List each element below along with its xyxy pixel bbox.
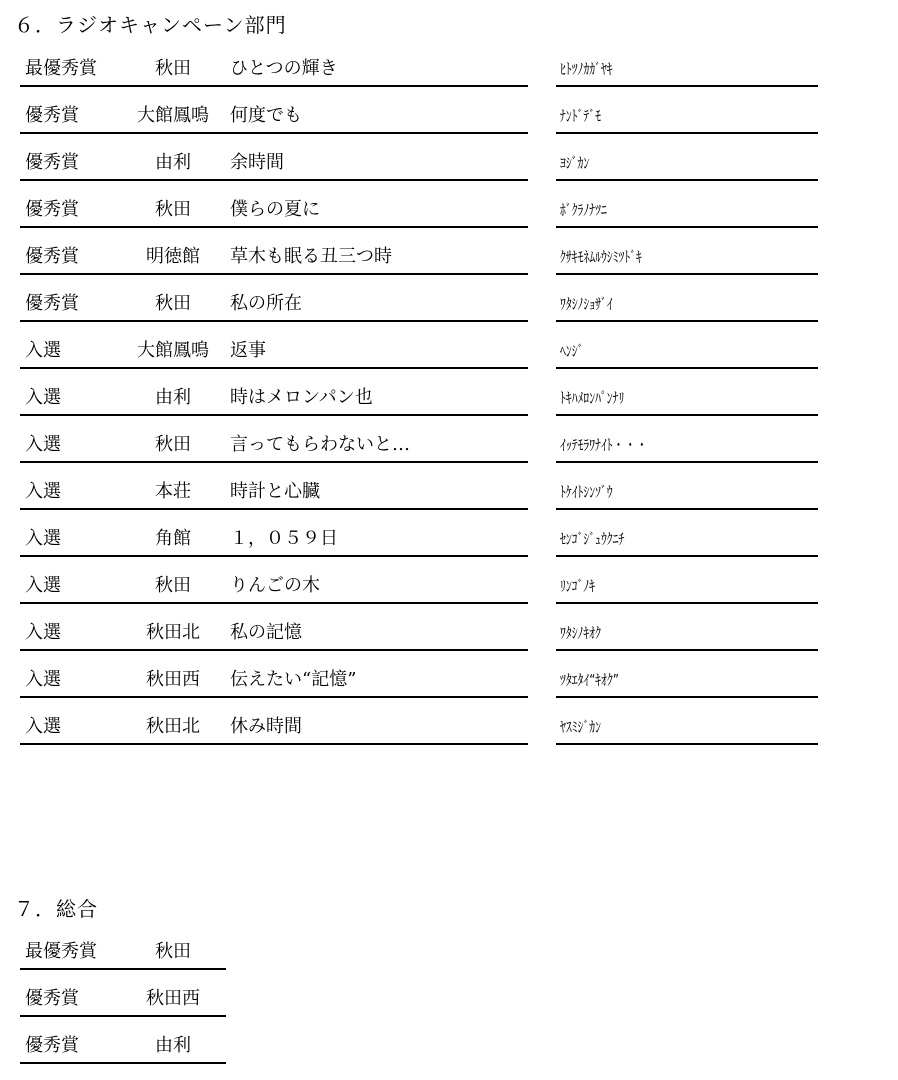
entry-reading: ﾂﾀｴﾀｲ“ｷｵｸ” <box>560 671 619 689</box>
entry-title: 返事 <box>230 340 266 361</box>
underline-left <box>20 85 528 87</box>
award-label: 入選 <box>25 669 61 690</box>
entry-title: 時計と心臓 <box>230 481 320 502</box>
entry-reading: ﾍﾝｼﾞ <box>560 342 584 360</box>
school-name: 秋田北 <box>146 622 200 643</box>
underline-left <box>20 508 528 510</box>
award-label: 優秀賞 <box>25 988 79 1009</box>
school-name: 由利 <box>155 387 191 408</box>
result-row <box>0 198 898 228</box>
underline-left <box>20 367 528 369</box>
entry-title: 僕らの夏に <box>230 199 320 220</box>
award-label: 入選 <box>25 481 61 502</box>
section-7-heading: ７．総合 <box>14 897 98 921</box>
entry-reading: ﾋﾄﾂﾉｶｶﾞﾔｷ <box>560 60 613 78</box>
school-name: 角館 <box>155 528 191 549</box>
school-name: 秋田 <box>155 941 191 962</box>
entry-reading: ﾄｷﾊﾒﾛﾝﾊﾟﾝﾅﾘ <box>560 389 625 407</box>
entry-reading: ﾖｼﾞｶﾝ <box>560 154 590 172</box>
underline-right <box>556 602 818 604</box>
entry-title: 伝えたい“記憶” <box>230 669 357 690</box>
entry-title: 余時間 <box>230 152 284 173</box>
underline-right <box>556 696 818 698</box>
underline-right <box>556 273 818 275</box>
school-name: 秋田 <box>155 293 191 314</box>
award-label: 入選 <box>25 434 61 455</box>
school-name: 秋田 <box>155 434 191 455</box>
result-row <box>0 151 898 181</box>
underline <box>20 968 226 970</box>
underline-right <box>556 555 818 557</box>
school-name: 秋田西 <box>146 988 200 1009</box>
award-label: 入選 <box>25 575 61 596</box>
result-row <box>0 386 898 416</box>
entry-reading: ﾜﾀｼﾉｷｵｸ <box>560 624 601 642</box>
entry-title: 休み時間 <box>230 716 302 737</box>
result-row <box>0 104 898 134</box>
school-name: 由利 <box>155 1035 191 1056</box>
underline-right <box>556 226 818 228</box>
entry-title: 私の記憶 <box>230 622 302 643</box>
award-label: 入選 <box>25 387 61 408</box>
award-label: 優秀賞 <box>25 152 79 173</box>
result-row <box>0 480 898 510</box>
underline-right <box>556 649 818 651</box>
underline-right <box>556 320 818 322</box>
underline-left <box>20 649 528 651</box>
school-name: 秋田 <box>155 58 191 79</box>
entry-reading: ﾘﾝｺﾞﾉｷ <box>560 577 596 595</box>
underline-right <box>556 179 818 181</box>
overall-row <box>0 1034 300 1064</box>
underline-left <box>20 273 528 275</box>
underline-right <box>556 85 818 87</box>
result-row <box>0 527 898 557</box>
underline-left <box>20 696 528 698</box>
underline-left <box>20 461 528 463</box>
entry-reading: ｾﾝｺﾞｼﾞｭｳｸﾆﾁ <box>560 530 625 548</box>
result-row <box>0 57 898 87</box>
entry-reading: ﾜﾀｼﾉｼｮｻﾞｲ <box>560 295 613 313</box>
entry-title: りんごの木 <box>230 575 320 596</box>
result-row <box>0 715 898 745</box>
school-name: 秋田北 <box>146 716 200 737</box>
result-row <box>0 339 898 369</box>
entry-title: 時はメロンパン也 <box>230 387 373 408</box>
school-name: 大館鳳鳴 <box>137 105 209 126</box>
award-label: 優秀賞 <box>25 1035 79 1056</box>
entry-reading: ﾔｽﾐｼﾞｶﾝ <box>560 718 601 736</box>
result-row <box>0 292 898 322</box>
entry-reading: ｸｻｷﾓﾈﾑﾙｳｼﾐﾂﾄﾞｷ <box>560 248 642 266</box>
school-name: 由利 <box>155 152 191 173</box>
award-label: 入選 <box>25 716 61 737</box>
award-label: 最優秀賞 <box>25 58 97 79</box>
underline <box>20 1015 226 1017</box>
entry-reading: ﾎﾞｸﾗﾉﾅﾂﾆ <box>560 201 607 219</box>
entry-reading: ﾅﾝﾄﾞﾃﾞﾓ <box>560 107 601 125</box>
section-6-heading: ６．ラジオキャンペーン部門 <box>14 13 287 37</box>
overall-row <box>0 940 300 970</box>
underline-left <box>20 320 528 322</box>
school-name: 秋田 <box>155 575 191 596</box>
result-row <box>0 574 898 604</box>
underline-left <box>20 743 528 745</box>
underline-left <box>20 414 528 416</box>
result-row <box>0 245 898 275</box>
entry-title: 何度でも <box>230 105 302 126</box>
underline-left <box>20 555 528 557</box>
result-row <box>0 621 898 651</box>
underline-right <box>556 508 818 510</box>
school-name: 秋田 <box>155 199 191 220</box>
award-label: 優秀賞 <box>25 246 79 267</box>
entry-title: １，０５９日 <box>230 528 338 549</box>
entry-title: 私の所在 <box>230 293 302 314</box>
entry-reading: ﾄｹｲﾄｼﾝｿﾞｳ <box>560 483 613 501</box>
award-label: 優秀賞 <box>25 105 79 126</box>
award-label: 入選 <box>25 340 61 361</box>
award-label: 最優秀賞 <box>25 941 97 962</box>
underline-left <box>20 226 528 228</box>
school-name: 明徳館 <box>146 246 200 267</box>
entry-title: 言ってもらわないと… <box>230 434 410 455</box>
underline-right <box>556 414 818 416</box>
award-label: 優秀賞 <box>25 293 79 314</box>
entry-reading: ｲｯﾃﾓﾗﾜﾅｲﾄ・・・ <box>560 436 648 454</box>
underline-right <box>556 367 818 369</box>
underline-right <box>556 461 818 463</box>
award-label: 入選 <box>25 622 61 643</box>
underline-right <box>556 132 818 134</box>
entry-title: ひとつの輝き <box>230 58 338 79</box>
entry-title: 草木も眠る丑三つ時 <box>230 246 392 267</box>
school-name: 大館鳳鳴 <box>137 340 209 361</box>
school-name: 本荘 <box>155 481 191 502</box>
award-label: 入選 <box>25 528 61 549</box>
underline <box>20 1062 226 1064</box>
underline-left <box>20 179 528 181</box>
underline-left <box>20 132 528 134</box>
award-label: 優秀賞 <box>25 199 79 220</box>
result-row <box>0 668 898 698</box>
overall-row <box>0 987 300 1017</box>
underline-right <box>556 743 818 745</box>
result-row <box>0 433 898 463</box>
underline-left <box>20 602 528 604</box>
school-name: 秋田西 <box>146 669 200 690</box>
